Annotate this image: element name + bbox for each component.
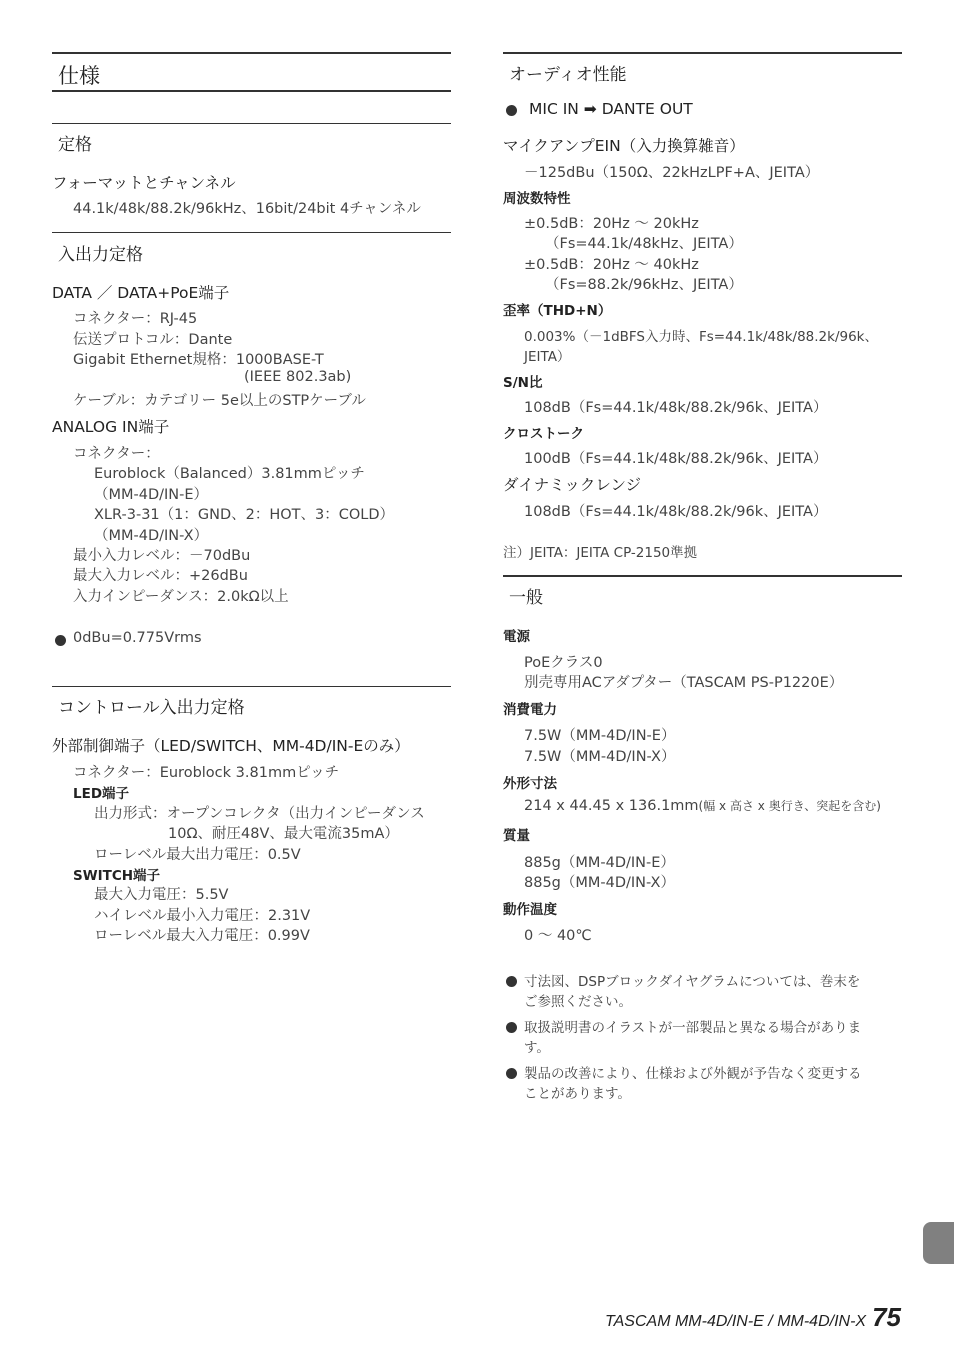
dbu-note: 0dBu=0.775Vrms (73, 630, 202, 646)
section-rule (503, 575, 902, 577)
spec-line: ローレベル最大入力電圧：0.99V (94, 928, 310, 944)
spec-line: ±0.5dB：20Hz ～ 20kHz (524, 216, 699, 232)
power-title: 電源 (503, 629, 530, 645)
section-rule (503, 52, 902, 54)
dynamic-range-title: ダイナミックレンジ (503, 476, 642, 494)
bullet-icon (506, 1022, 517, 1033)
crosstalk-value: 100dB（Fs=44.1k/48k/88.2k/96k、JEITA） (524, 451, 828, 467)
sn-value: 108dB（Fs=44.1k/48k/88.2k/96k、JEITA） (524, 400, 828, 416)
dimensions-title: 外形寸法 (503, 776, 557, 792)
freq-title: 周波数特性 (503, 191, 571, 207)
bullet-icon (506, 1068, 517, 1079)
section-heading-general: 一般 (509, 588, 543, 608)
side-thumb-tab (923, 1222, 954, 1264)
data-port-title: DATA ／ DATA+PoE端子 (52, 284, 230, 302)
switch-title: SWITCH端子 (73, 868, 161, 884)
spec-line: コネクター：RJ-45 (73, 311, 198, 327)
ext-control-title: 外部制御端子（LED/SWITCH、MM-4D/IN-Eのみ） (52, 737, 410, 755)
title-bottom-rule (52, 90, 451, 92)
spec-line: ケーブル：カテゴリー 5e以上のSTPケーブル (73, 393, 366, 409)
title-top-rule (52, 52, 451, 54)
spec-line: 885g（MM-4D/IN-E） (524, 855, 675, 871)
format-title: フォーマットとチャンネル (52, 174, 236, 192)
footer-model: TASCAM MM-4D/IN-E / MM-4D/IN-X (605, 1313, 867, 1330)
consumption-title: 消費電力 (503, 702, 557, 718)
spec-line: 0.003%（－1dBFS入力時、Fs=44.1k/48k/88.2k/96k、 (524, 329, 878, 345)
spec-line: 最大入力レベル：+26dBu (73, 568, 248, 584)
section-rule (52, 686, 451, 687)
spec-line: Euroblock（Balanced）3.81mmピッチ (94, 466, 365, 482)
spec-line: (IEEE 802.3ab) (244, 369, 352, 385)
note-line: 取扱説明書のイラストが一部製品と異なる場合がありま (524, 1020, 862, 1036)
thd-title: 歪率（THD+N） (503, 303, 612, 319)
spec-line: 出力形式：オープンコレクタ（出力インピーダンス (94, 806, 425, 822)
bullet-icon (506, 976, 517, 987)
spec-line: （Fs=88.2k/96kHz、JEITA） (545, 277, 743, 293)
spec-line: コネクター：Euroblock 3.81mmピッチ (73, 765, 340, 781)
note-line: ご参照ください。 (524, 994, 632, 1010)
spec-line: 7.5W（MM-4D/IN-E） (524, 728, 676, 744)
spec-line: 最小入力レベル：－70dBu (73, 548, 251, 564)
ein-value: －125dBu（150Ω、22kHzLPF+A、JEITA） (524, 165, 820, 181)
page-number: 75 (872, 1302, 901, 1332)
spec-line: 最大入力電圧：5.5V (94, 887, 229, 903)
spec-line: ±0.5dB：20Hz ～ 40kHz (524, 257, 699, 273)
spec-line: （MM-4D/IN-E） (94, 487, 209, 503)
page-footer (605, 1302, 901, 1333)
section-rule (52, 232, 451, 233)
spec-line: 10Ω、耐圧48V、最大電流35mA） (168, 826, 399, 842)
ein-title: マイクアンプEIN（入力換算雑音） (503, 137, 745, 155)
dimensions-number: 214 x 44.45 x 136.1mm (524, 798, 699, 814)
dynamic-range-value: 108dB（Fs=44.1k/48k/88.2k/96k、JEITA） (524, 504, 828, 520)
spec-line: 入力インピーダンス：2.0kΩ以上 (73, 589, 289, 605)
dimensions-note: (幅 x 高さ x 奥行き、突起を含む) (698, 799, 881, 813)
section-heading-io: 入出力定格 (58, 245, 143, 265)
note-line: 製品の改善により、仕様および外観が予告なく変更する (524, 1066, 862, 1082)
temp-value: 0 ～ 40℃ (524, 928, 592, 944)
spec-line: コネクター： (73, 446, 160, 462)
spec-line: ハイレベル最小入力電圧：2.31V (94, 908, 311, 924)
bullet-icon (55, 635, 66, 646)
spec-line: （MM-4D/IN-X） (94, 528, 209, 544)
note-line: ことがあります。 (524, 1086, 631, 1102)
section-heading-rating: 定格 (58, 135, 92, 155)
note-line: す。 (524, 1040, 550, 1056)
route-title: MIC IN ➡ DANTE OUT (529, 100, 693, 118)
section-heading-control: コントロール入出力定格 (58, 698, 245, 718)
bullet-icon (506, 105, 517, 116)
format-value: 44.1k/48k/88.2k/96kHz、16bit/24bit 4チャンネル (73, 201, 421, 217)
analog-in-title: ANALOG IN端子 (52, 418, 170, 436)
page-title: 仕様 (58, 64, 100, 88)
spec-line: 伝送プロトコル：Dante (73, 332, 233, 348)
section-heading-audio: オーディオ性能 (509, 65, 627, 85)
crosstalk-title: クロストーク (503, 426, 584, 442)
note-line: 寸法図、DSPブロックダイヤグラムについては、巻末を (524, 974, 861, 990)
spec-line: Gigabit Ethernet規格：1000BASE-T (73, 352, 324, 368)
weight-title: 質量 (503, 828, 530, 844)
spec-line: 別売専用ACアダプター（TASCAM PS-P1220E） (524, 675, 844, 691)
spec-line: XLR-3-31（1：GND、2：HOT、3：COLD） (94, 507, 395, 523)
spec-line: （Fs=44.1k/48kHz、JEITA） (545, 236, 743, 252)
spec-line: JEITA） (524, 349, 571, 365)
dimensions-value (524, 797, 881, 814)
jeita-note: 注）JEITA：JEITA CP-2150準拠 (503, 545, 698, 561)
sn-title: S/N比 (503, 375, 543, 391)
led-title: LED端子 (73, 786, 130, 802)
section-rule (52, 123, 451, 124)
spec-line: 7.5W（MM-4D/IN-X） (524, 749, 676, 765)
spec-line: 885g（MM-4D/IN-X） (524, 875, 675, 891)
temp-title: 動作温度 (503, 902, 557, 918)
spec-line: ローレベル最大出力電圧：0.5V (94, 847, 301, 863)
spec-line: PoEクラス0 (524, 655, 603, 671)
